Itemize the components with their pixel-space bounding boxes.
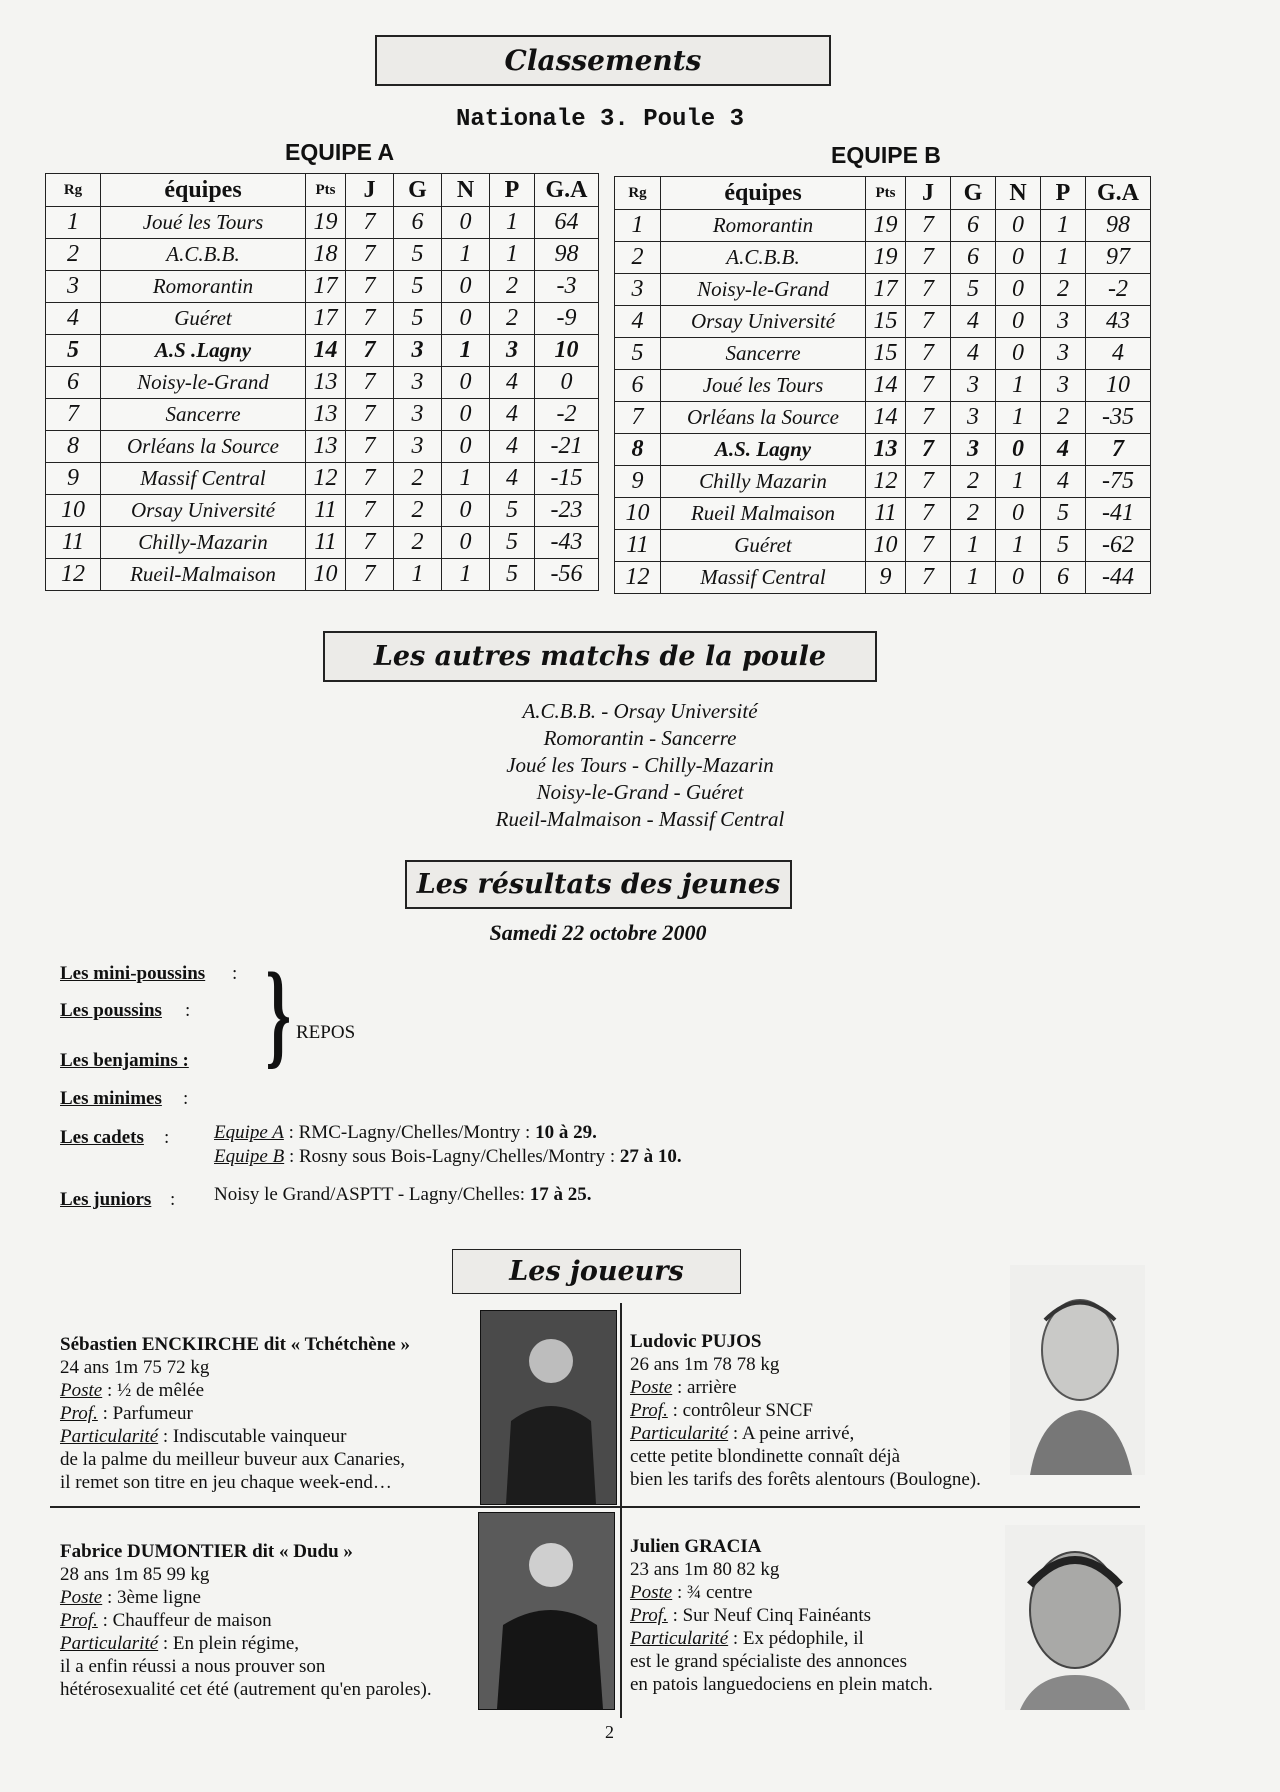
- table-cell: 7: [906, 242, 951, 274]
- table-cell: 8: [46, 431, 101, 463]
- table-cell: 9: [46, 463, 101, 495]
- table-cell: 4: [1041, 434, 1086, 466]
- team-name-cell: Massif Central: [661, 562, 866, 594]
- table-cell: 2: [1041, 274, 1086, 306]
- match-item: Joué les Tours - Chilly-Mazarin: [506, 753, 774, 777]
- table-cell: 13: [306, 431, 346, 463]
- table-row: [615, 466, 1151, 498]
- table-cell: 0: [442, 527, 490, 559]
- table-cell: 3: [951, 370, 996, 402]
- col-pts: Pts: [306, 174, 346, 207]
- table-cell: 7: [346, 399, 394, 431]
- classements-title-box: [375, 35, 831, 86]
- table-cell: 1: [615, 210, 661, 242]
- table-cell: 7: [1086, 434, 1151, 466]
- ranking-table-a: [45, 173, 599, 591]
- match-item: Romorantin - Sancerre: [543, 726, 737, 750]
- table-cell: 14: [306, 335, 346, 367]
- col-g: G: [951, 177, 996, 210]
- table-cell: 11: [306, 527, 346, 559]
- table-cell: 8: [615, 434, 661, 466]
- table-cell: 0: [442, 303, 490, 335]
- table-cell: 0: [996, 434, 1041, 466]
- table-cell: 3: [1041, 306, 1086, 338]
- table-cell: 0: [996, 562, 1041, 594]
- table-cell: 10: [866, 530, 906, 562]
- table-cell: 5: [1041, 530, 1086, 562]
- table-cell: 1: [951, 562, 996, 594]
- table-cell: 19: [306, 207, 346, 239]
- team-name-cell: Romorantin: [661, 210, 866, 242]
- table-cell: 7: [346, 463, 394, 495]
- table-cell: 6: [46, 367, 101, 399]
- player-card-2: Ludovic PUJOS 26 ans 1m 78 78 kg Poste : arrière Prof. : contrôleur SNCF Particularité : A peine arrivé, cette petite blondinette connaît déjà bien les tarifs des forêts alentours (Boulogne).: [630, 1330, 1050, 1491]
- table-cell: 0: [442, 207, 490, 239]
- table-cell: 3: [615, 274, 661, 306]
- table-cell: 3: [1041, 370, 1086, 402]
- table-cell: 7: [906, 466, 951, 498]
- table-row: [615, 306, 1151, 338]
- table-cell: 5: [490, 527, 535, 559]
- table-cell: 10: [306, 559, 346, 591]
- table-cell: 6: [615, 370, 661, 402]
- table-cell: 7: [906, 338, 951, 370]
- table-cell: 1: [951, 530, 996, 562]
- table-cell: -43: [535, 527, 599, 559]
- team-name-cell: Massif Central: [101, 463, 306, 495]
- players-title: Les joueurs: [509, 1256, 684, 1287]
- table-cell: 3: [394, 367, 442, 399]
- table-row: [46, 527, 599, 559]
- table-cell: 6: [951, 210, 996, 242]
- table-cell: 4: [615, 306, 661, 338]
- table-cell: 19: [866, 242, 906, 274]
- table-cell: 4: [1041, 466, 1086, 498]
- col-p: P: [1041, 177, 1086, 210]
- table-cell: 2: [615, 242, 661, 274]
- table-cell: 14: [866, 370, 906, 402]
- table-cell: 3: [490, 335, 535, 367]
- youth-title: Les résultats des jeunes: [416, 869, 781, 900]
- colon: :: [183, 1088, 189, 1109]
- table-cell: -9: [535, 303, 599, 335]
- table-cell: 5: [394, 271, 442, 303]
- table-cell: 2: [46, 239, 101, 271]
- table-cell: 98: [535, 239, 599, 271]
- team-name-cell: A.S .Lagny: [101, 335, 306, 367]
- curly-brace: }: [265, 948, 292, 1079]
- table-cell: 0: [442, 271, 490, 303]
- table-cell: 3: [394, 399, 442, 431]
- table-cell: 13: [306, 399, 346, 431]
- table-cell: 0: [996, 210, 1041, 242]
- team-name-cell: Chilly-Mazarin: [101, 527, 306, 559]
- table-cell: 3: [951, 434, 996, 466]
- table-cell: 7: [906, 434, 951, 466]
- team-name-cell: Guéret: [101, 303, 306, 335]
- table-cell: 5: [394, 303, 442, 335]
- team-name-cell: A.C.B.B.: [101, 239, 306, 271]
- table-cell: 10: [1086, 370, 1151, 402]
- table-cell: 2: [490, 271, 535, 303]
- table-row: [46, 271, 599, 303]
- match-item: Rueil-Malmaison - Massif Central: [495, 807, 785, 831]
- colon: :: [232, 963, 238, 984]
- table-cell: 7: [346, 303, 394, 335]
- colon: :: [170, 1189, 176, 1210]
- table-cell: 4: [490, 431, 535, 463]
- table-cell: 9: [866, 562, 906, 594]
- table-row: [46, 303, 599, 335]
- table-row: [46, 463, 599, 495]
- table-cell: 3: [394, 431, 442, 463]
- juniors-result: Noisy le Grand/ASPTT - Lagny/Chelles: 17 à 25.: [214, 1184, 592, 1205]
- table-cell: 6: [951, 242, 996, 274]
- team-name-cell: Joué les Tours: [101, 207, 306, 239]
- table-cell: 4: [46, 303, 101, 335]
- table-cell: 7: [906, 402, 951, 434]
- team-name-cell: Guéret: [661, 530, 866, 562]
- table-cell: 6: [1041, 562, 1086, 594]
- player-photo: [1005, 1525, 1145, 1710]
- table-cell: 0: [996, 306, 1041, 338]
- table-cell: 4: [490, 367, 535, 399]
- table-cell: 1: [996, 530, 1041, 562]
- table-cell: 2: [394, 527, 442, 559]
- players-title-box: [452, 1249, 741, 1294]
- table-cell: 4: [1086, 338, 1151, 370]
- col-n: N: [442, 174, 490, 207]
- youth-title-box: [405, 860, 792, 909]
- table-cell: -41: [1086, 498, 1151, 530]
- colon: :: [185, 1000, 191, 1021]
- table-cell: 12: [306, 463, 346, 495]
- ranking-table-b: [614, 176, 1151, 594]
- table-header-row: [615, 177, 1151, 210]
- table-cell: 0: [996, 338, 1041, 370]
- table-cell: 5: [490, 559, 535, 591]
- table-cell: 5: [394, 239, 442, 271]
- repos-label: REPOS: [296, 1022, 356, 1043]
- table-cell: 7: [906, 210, 951, 242]
- team-name-cell: Sancerre: [661, 338, 866, 370]
- table-cell: 1: [442, 335, 490, 367]
- table-cell: 11: [46, 527, 101, 559]
- table-cell: 0: [442, 431, 490, 463]
- col-n: N: [996, 177, 1041, 210]
- table-cell: 15: [866, 338, 906, 370]
- table-cell: 1: [46, 207, 101, 239]
- col-rg: Rg: [615, 177, 661, 210]
- table-cell: 5: [1041, 498, 1086, 530]
- table-cell: 4: [490, 463, 535, 495]
- other-matches-title: Les autres matchs de la poule: [373, 641, 827, 672]
- player-card-3: Fabrice DUMONTIER dit « Dudu » 28 ans 1m 85 99 kg Poste : 3ème ligne Prof. : Chauffeur de maison Particularité : En plein régime, il a enfin réussi a nous prouver son hétérosexualité cet été (autrement qu'en paroles).: [60, 1540, 480, 1701]
- table-row: [615, 562, 1151, 594]
- player-name: Fabrice DUMONTIER dit « Dudu »: [60, 1541, 353, 1562]
- team-name-cell: Romorantin: [101, 271, 306, 303]
- team-name-cell: Orléans la Source: [101, 431, 306, 463]
- table-cell: 2: [394, 463, 442, 495]
- table-row: [46, 559, 599, 591]
- player-card-4: Julien GRACIA 23 ans 1m 80 82 kg Poste : ¾ centre Prof. : Sur Neuf Cinq Fainéants Particularité : Ex pédophile, il est le grand spécialiste des annonces en patois languedociens en plein match.: [630, 1535, 1010, 1696]
- table-cell: 1: [394, 559, 442, 591]
- team-name-cell: Noisy-le-Grand: [101, 367, 306, 399]
- table-row: [615, 242, 1151, 274]
- table-cell: 5: [46, 335, 101, 367]
- table-row: [46, 207, 599, 239]
- table-cell: 7: [346, 495, 394, 527]
- col-pts: Pts: [866, 177, 906, 210]
- col-equipes: équipes: [661, 177, 866, 210]
- table-cell: 4: [490, 399, 535, 431]
- col-p: P: [490, 174, 535, 207]
- table-cell: 1: [996, 402, 1041, 434]
- table-cell: 7: [346, 207, 394, 239]
- team-name-cell: Rueil Malmaison: [661, 498, 866, 530]
- page-title: Classements: [504, 44, 702, 77]
- team-name-cell: Orsay Université: [661, 306, 866, 338]
- table-cell: 1: [1041, 210, 1086, 242]
- player-photo: [478, 1512, 615, 1710]
- table-cell: 11: [306, 495, 346, 527]
- team-name-cell: Orsay Université: [101, 495, 306, 527]
- table-cell: 17: [306, 303, 346, 335]
- table-row: [615, 210, 1151, 242]
- table-cell: 4: [951, 306, 996, 338]
- table-cell: 7: [346, 239, 394, 271]
- team-name-cell: Sancerre: [101, 399, 306, 431]
- table-cell: 13: [866, 434, 906, 466]
- table-cell: 1: [996, 466, 1041, 498]
- table-row: [46, 399, 599, 431]
- player-stats: 24 ans 1m 75 72 kg: [60, 1357, 210, 1378]
- team-name-cell: Orléans la Source: [661, 402, 866, 434]
- team-name-cell: Joué les Tours: [661, 370, 866, 402]
- table-cell: 97: [1086, 242, 1151, 274]
- table-cell: 64: [535, 207, 599, 239]
- youth-date: Samedi 22 octobre 2000: [489, 920, 707, 945]
- cadets-b-result: Equipe B : Rosny sous Bois-Lagny/Chelles/Montry : 27 à 10.: [214, 1146, 682, 1167]
- table-cell: 7: [906, 530, 951, 562]
- table-cell: -23: [535, 495, 599, 527]
- person-portrait-icon: [1005, 1525, 1145, 1710]
- table-cell: 11: [866, 498, 906, 530]
- table-cell: -56: [535, 559, 599, 591]
- player-stats: 26 ans 1m 78 78 kg: [630, 1354, 780, 1375]
- table-cell: 12: [866, 466, 906, 498]
- table-cell: 13: [306, 367, 346, 399]
- table-cell: 5: [615, 338, 661, 370]
- table-cell: 10: [615, 498, 661, 530]
- table-cell: 3: [1041, 338, 1086, 370]
- table-cell: 7: [346, 431, 394, 463]
- team-name-cell: Noisy-le-Grand: [661, 274, 866, 306]
- col-rg: Rg: [46, 174, 101, 207]
- table-cell: 12: [615, 562, 661, 594]
- table-cell: -35: [1086, 402, 1151, 434]
- vertical-divider: [620, 1303, 622, 1718]
- table-cell: 7: [615, 402, 661, 434]
- table-row: [46, 367, 599, 399]
- table-cell: -44: [1086, 562, 1151, 594]
- table-cell: 10: [535, 335, 599, 367]
- table-cell: 17: [306, 271, 346, 303]
- table-header-row: [46, 174, 599, 207]
- table-cell: -2: [1086, 274, 1151, 306]
- player-card-1: Sébastien ENCKIRCHE dit « Tchétchène » 24 ans 1m 75 72 kg Poste : ½ de mêlée Prof. : Parfumeur Particularité : Indiscutable vainqueur de la palme du meilleur buveur aux Canaries, il remet son titre en jeu chaque week-end…: [60, 1333, 500, 1494]
- table-cell: 0: [996, 274, 1041, 306]
- table-row: [46, 335, 599, 367]
- player-photo: [480, 1310, 617, 1505]
- table-row: [615, 402, 1151, 434]
- col-j: J: [906, 177, 951, 210]
- cat-minimes: Les minimes: [60, 1088, 162, 1109]
- cadets-a-result: Equipe A : RMC-Lagny/Chelles/Montry : 10 à 29.: [214, 1122, 597, 1143]
- table-row: [46, 239, 599, 271]
- table-cell: 7: [346, 271, 394, 303]
- player-stats: 23 ans 1m 80 82 kg: [630, 1559, 780, 1580]
- table-cell: 14: [866, 402, 906, 434]
- table-cell: 0: [996, 498, 1041, 530]
- player-stats: 28 ans 1m 85 99 kg: [60, 1564, 210, 1585]
- table-cell: 7: [906, 498, 951, 530]
- team-a-label: EQUIPE A: [285, 139, 395, 165]
- other-matches-list: [0, 698, 1280, 833]
- table-cell: 1: [442, 463, 490, 495]
- table-row: [615, 274, 1151, 306]
- player-name: Sébastien ENCKIRCHE dit « Tchétchène »: [60, 1334, 410, 1355]
- table-cell: 12: [46, 559, 101, 591]
- table-cell: -2: [535, 399, 599, 431]
- table-cell: 1: [442, 239, 490, 271]
- table-cell: 17: [866, 274, 906, 306]
- team-b-label: EQUIPE B: [831, 142, 941, 168]
- table-cell: 1: [442, 559, 490, 591]
- table-cell: 5: [951, 274, 996, 306]
- cat-juniors: Les juniors: [60, 1189, 152, 1210]
- table-cell: 0: [442, 495, 490, 527]
- table-cell: 7: [906, 562, 951, 594]
- team-name-cell: Rueil-Malmaison: [101, 559, 306, 591]
- table-cell: 6: [394, 207, 442, 239]
- col-equipes: équipes: [101, 174, 306, 207]
- table-cell: -75: [1086, 466, 1151, 498]
- table-cell: 2: [951, 466, 996, 498]
- table-cell: 3: [46, 271, 101, 303]
- table-cell: 7: [346, 367, 394, 399]
- table-cell: 18: [306, 239, 346, 271]
- table-cell: 0: [535, 367, 599, 399]
- table-row: [615, 530, 1151, 562]
- table-cell: 2: [1041, 402, 1086, 434]
- table-cell: 7: [906, 370, 951, 402]
- table-cell: 0: [442, 399, 490, 431]
- table-cell: 1: [996, 370, 1041, 402]
- table-cell: 5: [490, 495, 535, 527]
- table-cell: 7: [46, 399, 101, 431]
- table-cell: 2: [951, 498, 996, 530]
- table-cell: 3: [951, 402, 996, 434]
- table-row: [615, 338, 1151, 370]
- table-row: [615, 370, 1151, 402]
- table-cell: 10: [46, 495, 101, 527]
- table-cell: 9: [615, 466, 661, 498]
- table-cell: 2: [394, 495, 442, 527]
- table-cell: 7: [906, 306, 951, 338]
- col-ga: G.A: [1086, 177, 1151, 210]
- table-cell: 7: [346, 559, 394, 591]
- cat-poussins: Les poussins: [60, 1000, 162, 1021]
- player-name: Ludovic PUJOS: [630, 1331, 762, 1352]
- table-cell: 19: [866, 210, 906, 242]
- table-cell: 4: [951, 338, 996, 370]
- player-name: Julien GRACIA: [630, 1536, 762, 1557]
- table-cell: 11: [615, 530, 661, 562]
- table-cell: 7: [346, 527, 394, 559]
- team-name-cell: A.C.B.B.: [661, 242, 866, 274]
- page-number: 2: [605, 1722, 614, 1742]
- table-cell: 0: [996, 242, 1041, 274]
- table-cell: -3: [535, 271, 599, 303]
- table-cell: 7: [346, 335, 394, 367]
- table-row: [615, 434, 1151, 466]
- colon: :: [164, 1127, 170, 1148]
- table-cell: -62: [1086, 530, 1151, 562]
- table-cell: 7: [906, 274, 951, 306]
- table-cell: 43: [1086, 306, 1151, 338]
- horizontal-divider: [50, 1506, 1140, 1508]
- col-g: G: [394, 174, 442, 207]
- match-item: Noisy-le-Grand - Guéret: [536, 780, 744, 804]
- table-cell: 98: [1086, 210, 1151, 242]
- table-cell: -15: [535, 463, 599, 495]
- league-subtitle: Nationale 3. Poule 3: [455, 106, 745, 133]
- cat-mini-poussins: Les mini-poussins: [60, 963, 206, 984]
- table-cell: 2: [490, 303, 535, 335]
- table-cell: 0: [442, 367, 490, 399]
- table-cell: 1: [490, 239, 535, 271]
- person-silhouette-icon: [479, 1513, 614, 1709]
- table-cell: -21: [535, 431, 599, 463]
- table-row: [46, 431, 599, 463]
- team-name-cell: A.S. Lagny: [661, 434, 866, 466]
- cat-benjamins: Les benjamins :: [60, 1050, 189, 1071]
- table-cell: 1: [1041, 242, 1086, 274]
- table-cell: 1: [490, 207, 535, 239]
- col-j: J: [346, 174, 394, 207]
- table-row: [615, 498, 1151, 530]
- match-item: A.C.B.B. - Orsay Université: [522, 699, 758, 723]
- cat-cadets: Les cadets: [60, 1127, 144, 1148]
- table-row: [46, 495, 599, 527]
- person-silhouette-icon: [481, 1311, 616, 1504]
- other-matches-title-box: [323, 631, 877, 682]
- table-cell: 15: [866, 306, 906, 338]
- table-cell: 3: [394, 335, 442, 367]
- team-name-cell: Chilly Mazarin: [661, 466, 866, 498]
- col-ga: G.A: [535, 174, 599, 207]
